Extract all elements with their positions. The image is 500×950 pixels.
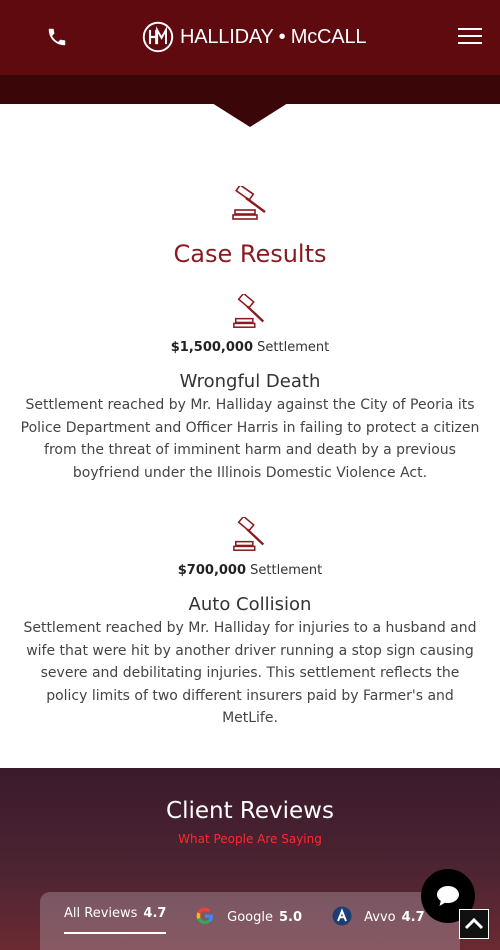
review-tabs bbox=[40, 892, 460, 950]
tab-all-reviews[interactable]: All Reviews 4.7 bbox=[64, 906, 167, 921]
brand-logo[interactable] bbox=[142, 19, 366, 55]
gavel-icon bbox=[230, 186, 270, 222]
tab-avvo[interactable]: Avvo 4.7 bbox=[332, 906, 425, 926]
avvo-icon bbox=[332, 906, 352, 926]
site-header bbox=[0, 0, 500, 75]
case-description: Settlement reached by Mr. Halliday against the City of Peoria its Police Department and Officer Harris in failing to protect a citizen from the threat of imminent harm and death by a previous boyfriend under the Illinois Domestic Violence Act. bbox=[20, 397, 480, 481]
google-icon bbox=[195, 906, 215, 926]
chevron-up-icon bbox=[460, 910, 488, 938]
hm-monogram-logo bbox=[142, 21, 174, 53]
header-band bbox=[0, 75, 500, 104]
hamburger-menu-icon[interactable] bbox=[458, 28, 482, 48]
phone-icon[interactable] bbox=[46, 26, 70, 50]
case-title: Auto Collision bbox=[188, 594, 312, 615]
case-title: Wrongful Death bbox=[179, 371, 321, 392]
gavel-icon bbox=[231, 517, 269, 553]
brand-name: HALLIDAY • McCALL bbox=[180, 25, 367, 48]
scroll-to-top-button[interactable] bbox=[459, 909, 489, 939]
case-results-title: Case Results bbox=[173, 240, 327, 268]
case-result-item bbox=[0, 294, 500, 484]
case-description: Settlement reached by Mr. Halliday for injuries to a husband and wife that were hit by another driver running a stop sign causing severe and debilitating injuries. This settlement reflects the policy limits of two different insurers paid by Farmer's and MetLife. bbox=[23, 620, 477, 727]
reviews-title: Client Reviews bbox=[166, 798, 334, 824]
client-reviews-section bbox=[0, 768, 500, 950]
header-notch bbox=[0, 103, 500, 128]
tab-google[interactable]: Google 5.0 bbox=[195, 906, 302, 926]
reviews-subtitle: What People Are Saying bbox=[178, 832, 322, 846]
active-tab-indicator bbox=[64, 932, 166, 934]
settlement-amount: $700,000 Settlement bbox=[177, 563, 323, 578]
case-result-item bbox=[0, 517, 500, 730]
settlement-amount: $1,500,000 Settlement bbox=[170, 340, 330, 355]
gavel-icon bbox=[231, 294, 269, 330]
chat-bubble-icon bbox=[435, 884, 461, 908]
